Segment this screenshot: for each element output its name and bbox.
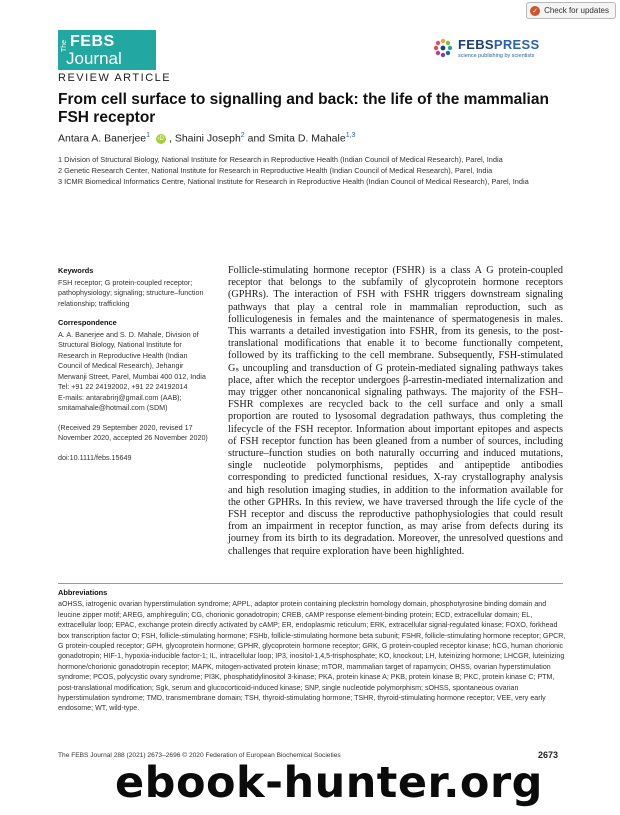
affiliation-item: 3 ICMR Biomedical Informatics Centre, National Institute for Research in Reproductive Health (Indian Council of Medical Research), Parel, India	[58, 177, 529, 186]
author-affiliation-sup: 2	[240, 132, 245, 139]
abbreviations-text: aOHSS, iatrogenic ovarian hyperstimulation syndrome; APPL, adaptor protein containing pleckstrin homology domain, phosphotyrosine binding domain and leucine zipper motif; AREG, amphiregulin; CG, chorionic gonadotropin; CREB, cAMP response element-binding protein; ECD, extracellular domain; EL, extracellular loop; EPAC, exchange protein directly activated by cAMP; ER, endoplasmic reticulum; ERK, extracellular signal-regulated kinase; FOXO, forkhead box transcription factor O; FSH, follicle-stimulating hormone; FSHb, follicle-stimulating hormone beta subunit; FSHR, follicle-stimulating hormone receptor; GPCR, G protein-coupled receptor; GPH, glycoprotein hormone; GPHR, glycoprotein hormone receptor; GRK, G protein-coupled receptor kinase; hCG, human chorionic gonadotropin; HIF-1, hypoxia-inducible factor-1; IL, intracellular loop; IP3, inositol-1,4,5-trisphosphate; KO, knockout; LH, luteinizing hormone; LHCGR, luteinizing hormone/chorionic gonadotropin receptor; MAPK, mitogen-activated protein kinase; mTOR, mammalian target of rapamycin; OHSS, ovarian hyperstimulation syndrome; PCOS, polycystic ovary syndrome; PI3K, phosphatidylinositol 3-kinase; PKA, protein kinase A; PKB, protein kinase B; PKC, protein kinase C; PTM, post-translational modification; Sgk, serum and glucocorticoid-induced kinase; SNP, single nucleotide polymorphism; sOHSS, spontaneous ovarian hyperstimulation syndrome; TMD, transmembrane domain; TSH, thyroid-stimulating hormone; TSHR, thyroid-stimulating hormone receptor; VEE, very early endosome; WT, wild-type.	[58, 600, 566, 713]
refresh-icon: ✓	[530, 6, 540, 16]
affiliation-item: 1 Division of Structural Biology, National Institute for Research in Reproductive Health (Indian Council of Medical Research), Parel, India	[58, 155, 503, 164]
keywords-heading: Keywords	[58, 266, 94, 275]
abstract: Follicle-stimulating hormone receptor (FSHR) is a class A G protein-coupled receptor that belongs to the subfamily of glycoprotein hormone receptors (GPHRs). The interaction of FSH with FSHR triggers downstream signaling pathways that play a central role in mammalian reproduction, such as folliculogenesis in females and the maintenance of spermatogenesis in males. This warrants a detailed investigation into FSHR, from its genesis, to the post-translational modifications that enable it to become functionally competent, followed by its trafficking to the cell membrane. Subsequently, FSH-stimulated Gₛ uncoupling and transduction of G protein-mediated signaling pathways takes place, after which the receptor undergoes β-arrestin-mediated internalization and may trigger other noncanonical signaling pathways. The majority of the FSH–FSHR complexes are recycled back to the cell surface and only a small proportion are routed to lysosomal degradation pathways, thus completing the lifecycle of the FSH receptor. Information about important epitopes and aspects of FSH receptor function has been gleaned from a number of sources, including structure–function studies on both naturally occurring and induced mutations, single nucleotide polymorphisms, peptides and antipeptide antibodies corresponding to predicted functional residues, X-ray crystallography analysis and high resolution imaging studies, in addition to the information available for the other GPHRs. In this review, we have traversed through the life cycle of the FSH receptor and discuss the reproductive pathophysiologies that could result from an impairment in receptor function, as may arise from defects during its journey from its birth to its degradation. Moreover, the unresolved questions and challenges that require exploration have been highlighted.	[228, 265, 563, 557]
page-number: 2673	[538, 750, 559, 760]
keywords-text: FSH receptor; G protein-coupled receptor; pathophysiology; signaling; structure–function relationship; trafficking	[58, 277, 204, 308]
abbreviations	[58, 588, 566, 714]
article-info-column	[58, 266, 208, 472]
author-separator: ,	[168, 132, 172, 145]
article-type: REVIEW ARTICLE	[58, 72, 172, 84]
correspondence-tel: Tel: +91 22 24192002, +91 22 24192014	[58, 382, 188, 391]
affiliation-item: 2 Genetic Research Center, National Institute for Research in Reproductive Health (Indian Council of Medical Research), Parel, India	[58, 166, 493, 175]
check-for-updates-button[interactable]	[526, 2, 616, 19]
correspondence-emails: E-mails: antarabrirj@gmail.com (AAB); smitamahale@hotmail.com (SDM)	[58, 392, 182, 412]
author-affiliation-sup: 1	[146, 132, 151, 139]
logo-febs: FEBS	[70, 33, 115, 50]
author-name: Antara A. Banerjee	[58, 132, 147, 145]
febs-press-dots-icon	[432, 37, 454, 59]
watermark: ebook-hunter.org	[115, 758, 543, 808]
abbreviations-heading: Abbreviations	[58, 588, 108, 597]
author-name: Shaini Joseph	[174, 132, 241, 145]
affiliations	[58, 154, 568, 187]
section-divider	[58, 583, 563, 584]
logo-the: The	[61, 39, 68, 52]
doi-link[interactable]: doi:10.1111/febs.15649	[58, 452, 132, 462]
press-febs: FEBS	[458, 37, 494, 52]
article-title: From cell surface to signalling and back: the life of the mammalian FSH receptor	[58, 91, 549, 126]
febs-journal-logo	[58, 30, 156, 70]
author-affiliation-sup: 1,3	[345, 132, 356, 139]
logo-journal: Journal	[66, 49, 122, 68]
press-press: PRESS	[493, 37, 540, 52]
febs-press-logo	[432, 37, 539, 59]
footer-citation: The FEBS Journal 288 (2021) 2673–2696 © 2020 Federation of European Biochemical Societies	[58, 752, 341, 759]
correspondence-heading: Correspondence	[58, 318, 117, 327]
press-tagline: science publishing by scientists	[458, 53, 535, 59]
author-list	[58, 132, 355, 145]
author-name: Smita D. Mahale	[268, 132, 346, 145]
correspondence-address: A. A. Banerjee and S. D. Mahale, Division of Structural Biology, National Institute for Research in Reproductive Health (Indian Council of Medical Research), Jehangir Merwanji Street, Parel, Mumbai 400 012, India	[58, 329, 206, 381]
received-dates: (Received 29 September 2020, revised 17 November 2020, accepted 26 November 2020)	[58, 422, 208, 442]
orcid-icon[interactable]: iD	[156, 134, 166, 144]
check-for-updates-label: Check for updates	[544, 6, 609, 15]
author-separator: and	[247, 132, 266, 145]
